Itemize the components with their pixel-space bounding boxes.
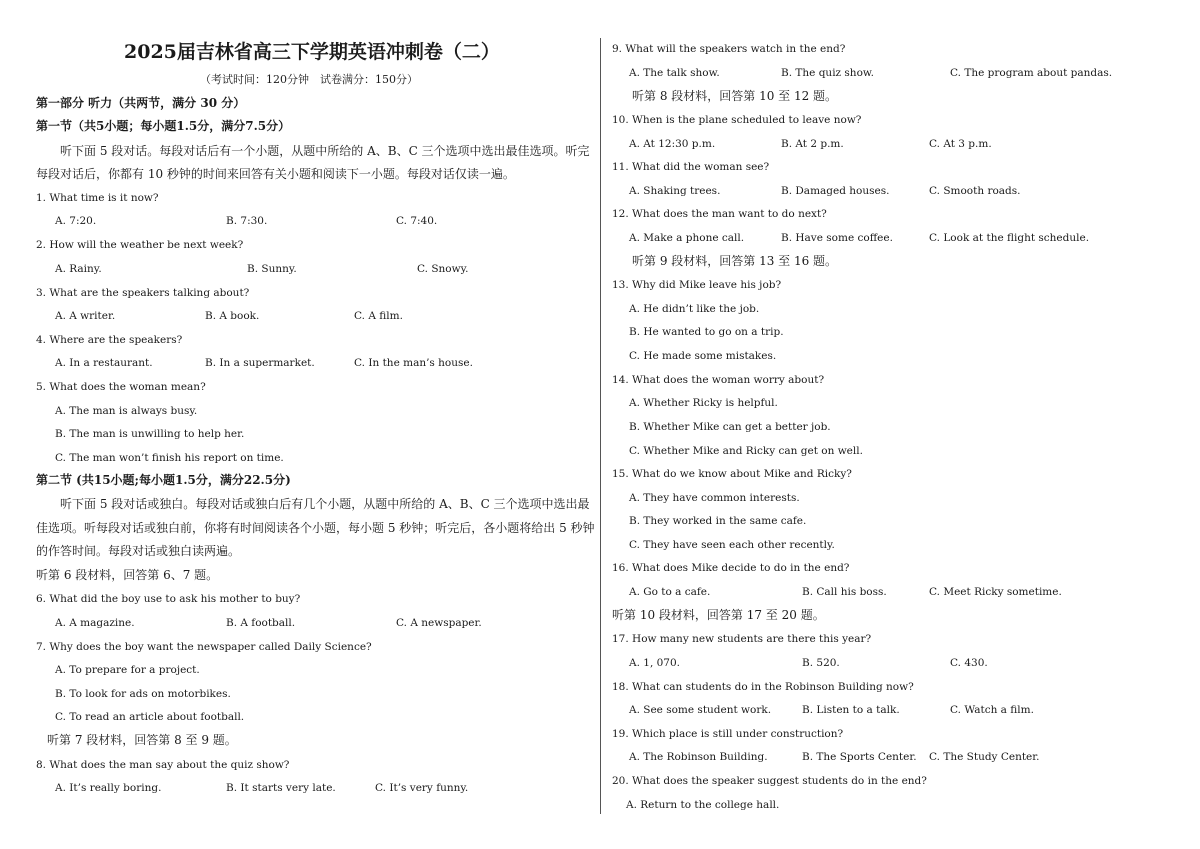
option-c: C. At 3 p.m. bbox=[929, 138, 992, 150]
question-stem: 9. What will the speakers watch in the end? bbox=[612, 43, 846, 55]
option-a: A. To prepare for a project. bbox=[55, 664, 200, 676]
option-b: B. The quiz show. bbox=[781, 67, 874, 79]
question-stem: 19. Which place is still under construction? bbox=[612, 728, 844, 740]
material-heading: 听第 6 段材料，回答第 6、7 题。 bbox=[36, 568, 219, 582]
option-a: A. He didn’t like the job. bbox=[629, 303, 760, 315]
column-divider bbox=[600, 38, 601, 814]
option-a: A. Return to the college hall. bbox=[626, 799, 780, 811]
option-b: B. The Sports Center. bbox=[802, 751, 917, 763]
question-stem: 13. Why did Mike leave his job? bbox=[612, 279, 782, 291]
option-a: A. A writer. bbox=[55, 310, 116, 322]
option-b: B. Call his boss. bbox=[802, 586, 887, 598]
option-a: A. Go to a cafe. bbox=[629, 586, 711, 598]
page-title: 2025届吉林省高三下学期英语冲刺卷（二） bbox=[124, 41, 500, 63]
question-stem: 18. What can students do in the Robinson Building now? bbox=[612, 681, 914, 693]
option-c: C. 7:40. bbox=[396, 215, 438, 227]
option-a: A. It’s really boring. bbox=[55, 782, 162, 794]
option-b: B. At 2 p.m. bbox=[781, 138, 844, 150]
option-a: A. Shaking trees. bbox=[629, 185, 721, 197]
material-heading: 听第 7 段材料，回答第 8 至 9 题。 bbox=[47, 733, 237, 747]
option-b: B. Listen to a talk. bbox=[802, 704, 900, 716]
exam-info: （考试时间：120分钟 试卷满分：150分） bbox=[200, 73, 418, 86]
question-stem: 16. What does Mike decide to do in the end? bbox=[612, 562, 850, 574]
option-a: A. A magazine. bbox=[55, 617, 135, 629]
question-stem: 17. How many new students are there this year? bbox=[612, 633, 872, 645]
instructions-line: 听下面 5 段对话或独白。每段对话或独白后有几个小题，从题中所给的 A、B、C 三个选项中选出最 bbox=[60, 497, 590, 511]
option-a: A. They have common interests. bbox=[629, 492, 800, 504]
option-b: B. It starts very late. bbox=[226, 782, 336, 794]
option-c: C. They have seen each other recently. bbox=[629, 539, 835, 551]
option-a: A. The man is always busy. bbox=[55, 405, 198, 417]
option-b: B. The man is unwilling to help her. bbox=[55, 428, 245, 440]
option-c: C. Whether Mike and Ricky can get on well. bbox=[629, 445, 863, 457]
option-c: C. Smooth roads. bbox=[929, 185, 1021, 197]
material-heading: 听第 9 段材料，回答第 13 至 16 题。 bbox=[632, 254, 838, 268]
instructions-line: 听下面 5 段对话。每段对话后有一个小题，从题中所给的 A、B、C 三个选项中选出最佳选项。听完 bbox=[60, 144, 590, 158]
question-stem: 7. Why does the boy want the newspaper called Daily Science? bbox=[36, 641, 372, 653]
question-stem: 11. What did the woman see? bbox=[612, 161, 770, 173]
option-c: C. He made some mistakes. bbox=[629, 350, 777, 362]
option-a: A. The talk show. bbox=[629, 67, 720, 79]
option-a: A. See some student work. bbox=[629, 704, 772, 716]
option-c: C. Look at the flight schedule. bbox=[929, 232, 1090, 244]
option-c: C. The program about pandas. bbox=[950, 67, 1113, 79]
option-b: B. To look for ads on motorbikes. bbox=[55, 688, 231, 700]
option-a: A. Make a phone call. bbox=[629, 232, 745, 244]
material-heading: 听第 8 段材料，回答第 10 至 12 题。 bbox=[632, 89, 838, 103]
option-b: B. 520. bbox=[802, 657, 840, 669]
question-stem: 5. What does the woman mean? bbox=[36, 381, 206, 393]
option-b: B. Sunny. bbox=[247, 263, 297, 275]
option-c: C. Meet Ricky sometime. bbox=[929, 586, 1062, 598]
question-stem: 2. How will the weather be next week? bbox=[36, 239, 244, 251]
option-c: C. A film. bbox=[354, 310, 403, 322]
question-stem: 4. Where are the speakers? bbox=[36, 334, 183, 346]
question-stem: 14. What does the woman worry about? bbox=[612, 374, 825, 386]
question-stem: 15. What do we know about Mike and Ricky? bbox=[612, 468, 852, 480]
option-a: A. Whether Ricky is helpful. bbox=[629, 397, 778, 409]
section-heading: 第二节 (共15小题;每小题1.5分，满分22.5分) bbox=[36, 473, 291, 487]
option-b: B. Damaged houses. bbox=[781, 185, 890, 197]
option-c: C. The man won’t finish his report on time. bbox=[55, 452, 284, 464]
option-c: C. In the man’s house. bbox=[354, 357, 473, 369]
question-stem: 8. What does the man say about the quiz show? bbox=[36, 759, 290, 771]
option-a: A. The Robinson Building. bbox=[629, 751, 768, 763]
option-a: A. At 12:30 p.m. bbox=[629, 138, 716, 150]
instructions-line: 佳选项。听每段对话或独白前，你将有时间阅读各个小题，每小题 5 秒钟；听完后，各小题将给出 5 秒钟 bbox=[36, 521, 595, 535]
option-a: A. Rainy. bbox=[55, 263, 102, 275]
question-stem: 10. When is the plane scheduled to leave now? bbox=[612, 114, 862, 126]
option-c: C. Watch a film. bbox=[950, 704, 1034, 716]
instructions-line: 的作答时间。每段对话或独白读两遍。 bbox=[36, 544, 241, 558]
option-b: B. 7:30. bbox=[226, 215, 268, 227]
option-c: C. 430. bbox=[950, 657, 988, 669]
question-stem: 3. What are the speakers talking about? bbox=[36, 287, 250, 299]
option-a: A. 1, 070. bbox=[629, 657, 680, 669]
option-b: B. Have some coffee. bbox=[781, 232, 893, 244]
option-a: A. In a restaurant. bbox=[55, 357, 153, 369]
option-c: C. Snowy. bbox=[417, 263, 469, 275]
option-c: C. It’s very funny. bbox=[375, 782, 469, 794]
option-b: B. A book. bbox=[205, 310, 260, 322]
option-b: B. A football. bbox=[226, 617, 296, 629]
option-c: C. The Study Center. bbox=[929, 751, 1040, 763]
part-heading: 第一部分 听力（共两节，满分 30 分） bbox=[36, 96, 246, 110]
option-b: B. They worked in the same cafe. bbox=[629, 515, 807, 527]
question-stem: 20. What does the speaker suggest students do in the end? bbox=[612, 775, 927, 787]
option-c: C. A newspaper. bbox=[396, 617, 482, 629]
option-b: B. He wanted to go on a trip. bbox=[629, 326, 784, 338]
section-heading: 第一节（共5小题；每小题1.5分，满分7.5分） bbox=[36, 119, 291, 133]
option-a: A. 7:20. bbox=[55, 215, 97, 227]
option-b: B. In a supermarket. bbox=[205, 357, 315, 369]
material-heading: 听第 10 段材料，回答第 17 至 20 题。 bbox=[612, 608, 825, 622]
option-c: C. To read an article about football. bbox=[55, 711, 245, 723]
instructions-line: 每段对话后，你都有 10 秒钟的时间来回答有关小题和阅读下一小题。每段对话仅读一遍。 bbox=[36, 167, 515, 181]
question-stem: 12. What does the man want to do next? bbox=[612, 208, 827, 220]
question-stem: 1. What time is it now? bbox=[36, 192, 159, 204]
question-stem: 6. What did the boy use to ask his mother to buy? bbox=[36, 593, 301, 605]
option-b: B. Whether Mike can get a better job. bbox=[629, 421, 831, 433]
